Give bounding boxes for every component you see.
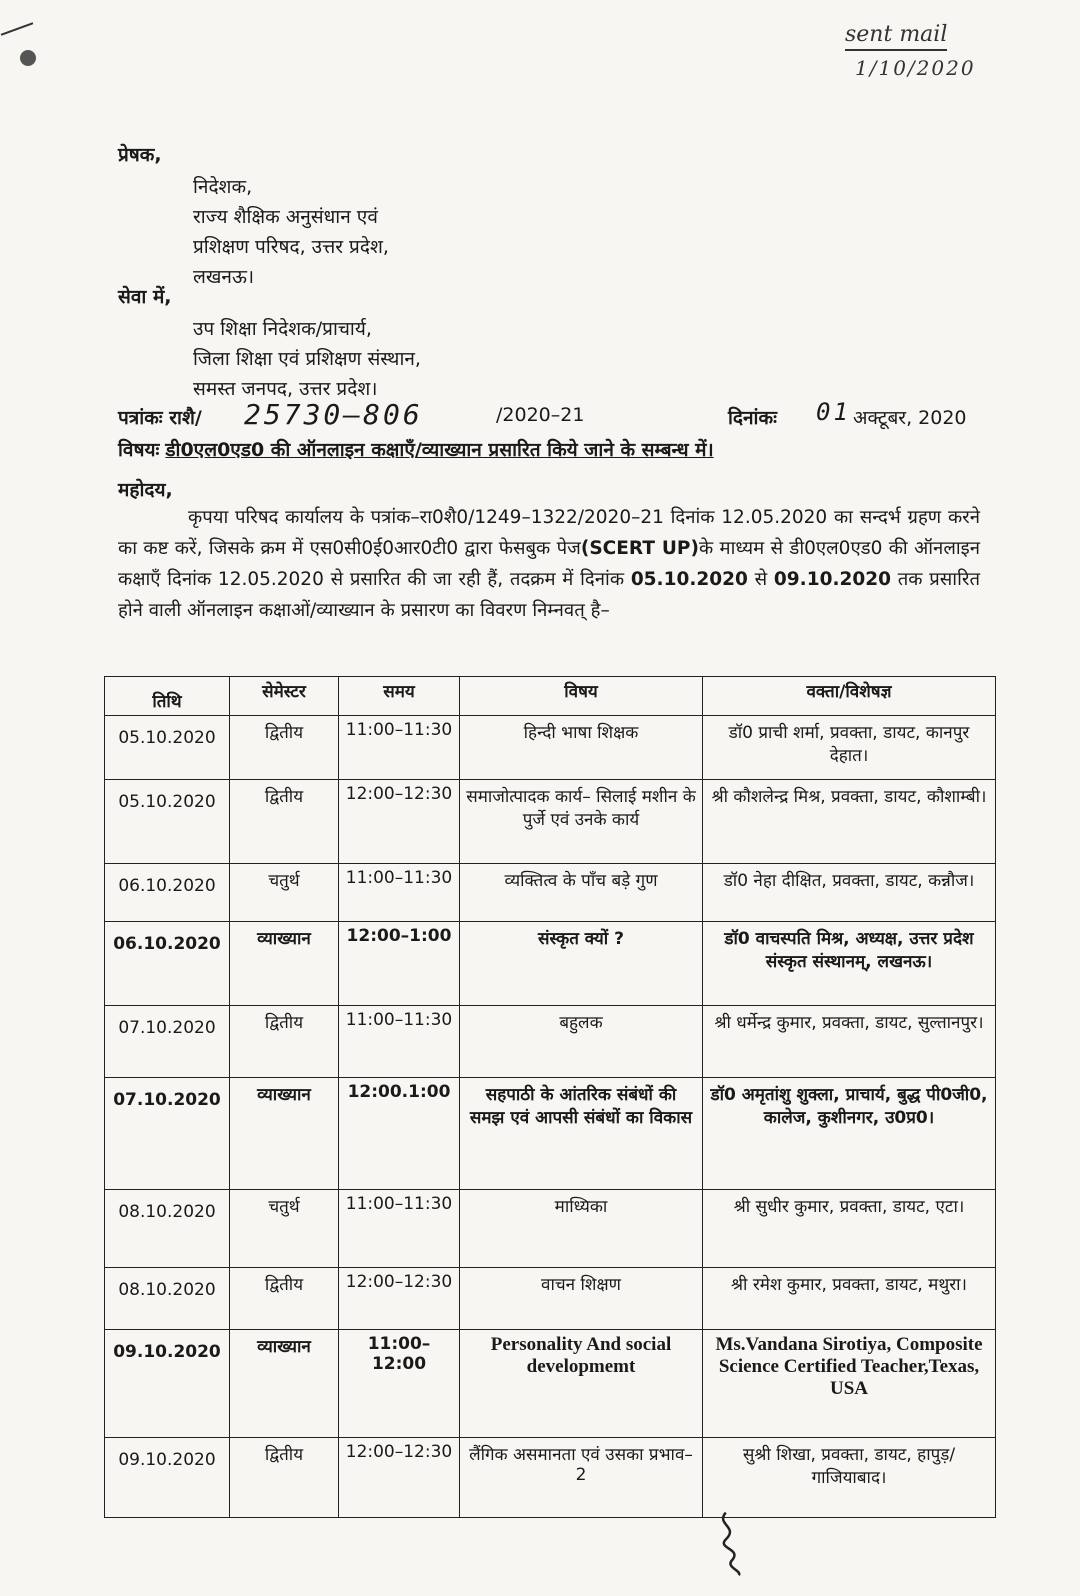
cell-subject: संस्कृत क्यों ? <box>460 922 703 1006</box>
cell-time: 11:00–12:00 <box>339 1330 460 1438</box>
reference-label: पत्रांकः राशै/ <box>118 407 202 429</box>
reference-row <box>118 398 988 434</box>
cell-subject: बहुलक <box>460 1006 703 1078</box>
date-day: 01 <box>816 398 851 426</box>
cell-date: 07.10.2020 <box>105 1078 230 1190</box>
cell-date: 06.10.2020 <box>105 922 230 1006</box>
recipient-address <box>193 314 421 404</box>
cell-date: 08.10.2020 <box>105 1268 230 1330</box>
cell-date: 08.10.2020 <box>105 1190 230 1268</box>
cell-date: 07.10.2020 <box>105 1006 230 1078</box>
table-row <box>105 864 996 922</box>
header-semester: सेमेस्टर <box>230 677 339 716</box>
header-date: तिथि <box>105 677 230 716</box>
cell-subject: वाचन शिक्षण <box>460 1268 703 1330</box>
cell-time: 11:00–11:30 <box>339 1190 460 1268</box>
cell-semester: चतुर्थ <box>230 1190 339 1268</box>
cell-semester: द्वितीय <box>230 716 339 780</box>
cell-speaker: डॉ0 वाचस्पति मिश्र, अध्यक्ष, उत्तर प्रदेश संस्कृत संस्थानम्, लखनऊ। <box>703 922 996 1006</box>
cell-semester: द्वितीय <box>230 1438 339 1518</box>
date-to: 09.10.2020 <box>773 569 891 590</box>
date-label: दिनांकः <box>728 407 777 429</box>
sender-line: राज्य शैक्षिक अनुसंधान एवं <box>193 206 378 228</box>
date-month-year: अक्टूबर, 2020 <box>853 407 967 429</box>
cell-date: 05.10.2020 <box>105 780 230 864</box>
header-subject: विषय <box>460 677 703 716</box>
body-paragraph <box>118 502 980 626</box>
cell-subject: समाजोत्पादक कार्य– सिलाई मशीन के पुर्जे एवं उनके कार्य <box>460 780 703 864</box>
header-speaker: वक्ता/विशेषज्ञ <box>703 677 996 716</box>
subject-text: डी0एल0एड0 की ऑनलाइन कक्षाएँ/व्याख्यान प्रसारित किये जाने के सम्बन्ध में। <box>165 439 714 461</box>
cell-semester: व्याख्यान <box>230 922 339 1006</box>
cell-speaker: डॉ0 प्राची शर्मा, प्रवक्ता, डायट, कानपुर देहात। <box>703 716 996 780</box>
cell-date: 09.10.2020 <box>105 1330 230 1438</box>
cell-speaker: डॉ0 अमृतांशु शुक्ला, प्राचार्य, बुद्ध पी0जी0, कालेज, कुशीनगर, उ0प्र0। <box>703 1078 996 1190</box>
date-from: 05.10.2020 <box>630 569 748 590</box>
recipient-line: जिला शिक्षा एवं प्रशिक्षण संस्थान, <box>193 348 421 370</box>
recipient-label: सेवा में, <box>118 286 172 308</box>
table-row <box>105 780 996 864</box>
cell-speaker: श्री सुधीर कुमार, प्रवक्ता, डायट, एटा। <box>703 1190 996 1268</box>
cell-time: 12:00.1:00 <box>339 1078 460 1190</box>
table-row <box>105 922 996 1006</box>
cell-speaker: श्री रमेश कुमार, प्रवक्ता, डायट, मथुरा। <box>703 1268 996 1330</box>
cell-speaker: सुश्री शिखा, प्रवक्ता, डायट, हापुड़/गाजियाबाद। <box>703 1438 996 1518</box>
sender-line: निदेशक, <box>193 176 253 198</box>
cell-speaker: श्री कौशलेन्द्र मिश्र, प्रवक्ता, डायट, कौशाम्बी। <box>703 780 996 864</box>
cell-time: 12:00–12:30 <box>339 1438 460 1518</box>
body-text-2: के माध्यम से डी0एल0एड0 की ऑनलाइन कक्षाएँ दिनांक 12.05.2020 से प्रसारित की जा रही हैं, तदक्रम में दिनांक <box>118 538 981 590</box>
schedule-table <box>104 676 996 1518</box>
salutation: महोदय, <box>118 479 173 501</box>
punch-hole <box>20 50 36 66</box>
body-text-4: तक प्रसारित होने वाली ऑनलाइन कक्षाओं/व्याख्यान के प्रसारण का विवरण निम्नवत् है– <box>118 569 980 621</box>
table-row <box>105 1006 996 1078</box>
header-time: समय <box>339 677 460 716</box>
sender-line: प्रशिक्षण परिषद, उत्तर प्रदेश, <box>193 236 389 258</box>
sender-line: लखनऊ। <box>193 266 255 288</box>
sender-label: प्रेषक, <box>118 144 162 166</box>
cell-time: 12:00–12:30 <box>339 780 460 864</box>
cell-date: 05.10.2020 <box>105 716 230 780</box>
cell-semester: द्वितीय <box>230 1268 339 1330</box>
cell-time: 11:00–11:30 <box>339 716 460 780</box>
table-row <box>105 1078 996 1190</box>
reference-year: /2020–21 <box>496 404 585 426</box>
cell-semester: चतुर्थ <box>230 864 339 922</box>
table-row <box>105 1330 996 1438</box>
table-header-row <box>105 677 996 716</box>
pen-mark <box>1 22 34 36</box>
cell-semester: व्याख्यान <box>230 1330 339 1438</box>
cell-subject: व्यक्तित्व के पाँच बड़े गुण <box>460 864 703 922</box>
table-row <box>105 1268 996 1330</box>
sent-mail-note: sent mail <box>845 22 947 51</box>
cell-subject: सहपाठी के आंतरिक संबंधों की समझ एवं आपसी संबंधों का विकास <box>460 1078 703 1190</box>
table-row <box>105 716 996 780</box>
cell-time: 11:00–11:30 <box>339 1006 460 1078</box>
cell-semester: द्वितीय <box>230 1006 339 1078</box>
facebook-page-name: (SCERT UP) <box>580 538 699 559</box>
reference-number: 25730—806 <box>244 398 423 431</box>
cell-subject: Personality And social developmemt <box>460 1330 703 1438</box>
recipient-line: समस्त जनपद, उत्तर प्रदेश। <box>193 378 378 400</box>
cell-subject: लैंगिक असमानता एवं उसका प्रभाव–2 <box>460 1438 703 1518</box>
cell-speaker: Ms.Vandana Sirotiya, Composite Science Certified Teacher,Texas, USA <box>703 1330 996 1438</box>
sent-mail-date: 1/10/2020 <box>855 56 976 80</box>
cell-time: 12:00–12:30 <box>339 1268 460 1330</box>
cell-date: 09.10.2020 <box>105 1438 230 1518</box>
table-row <box>105 1438 996 1518</box>
cell-semester: द्वितीय <box>230 780 339 864</box>
cell-subject: हिन्दी भाषा शिक्षक <box>460 716 703 780</box>
cell-date: 06.10.2020 <box>105 864 230 922</box>
recipient-line: उप शिक्षा निदेशक/प्राचार्य, <box>193 318 372 340</box>
subject-line <box>118 436 714 462</box>
subject-label: विषयः <box>118 439 160 461</box>
body-text-3: से <box>747 569 774 590</box>
cell-semester: व्याख्यान <box>230 1078 339 1190</box>
cell-speaker: श्री धर्मेन्द्र कुमार, प्रवक्ता, डायट, सुल्तानपुर। <box>703 1006 996 1078</box>
cell-time: 12:00–1:00 <box>339 922 460 1006</box>
sender-address <box>193 172 389 292</box>
cell-time: 11:00–11:30 <box>339 864 460 922</box>
table-row <box>105 1190 996 1268</box>
body-text-1: कृपया परिषद कार्यालय के पत्रांक–रा0शै0/1249–1322/2020–21 दिनांक 12.05.2020 का सन्दर्भ ग्रहण करने का कष्ट करें, जिसके क्रम में एस0सी0ई0आर0टी0 द्वारा फेसबुक पेज <box>118 507 980 559</box>
cell-subject: माध्यिका <box>460 1190 703 1268</box>
cell-speaker: डॉ0 नेहा दीक्षित, प्रवक्ता, डायट, कन्नौज। <box>703 864 996 922</box>
